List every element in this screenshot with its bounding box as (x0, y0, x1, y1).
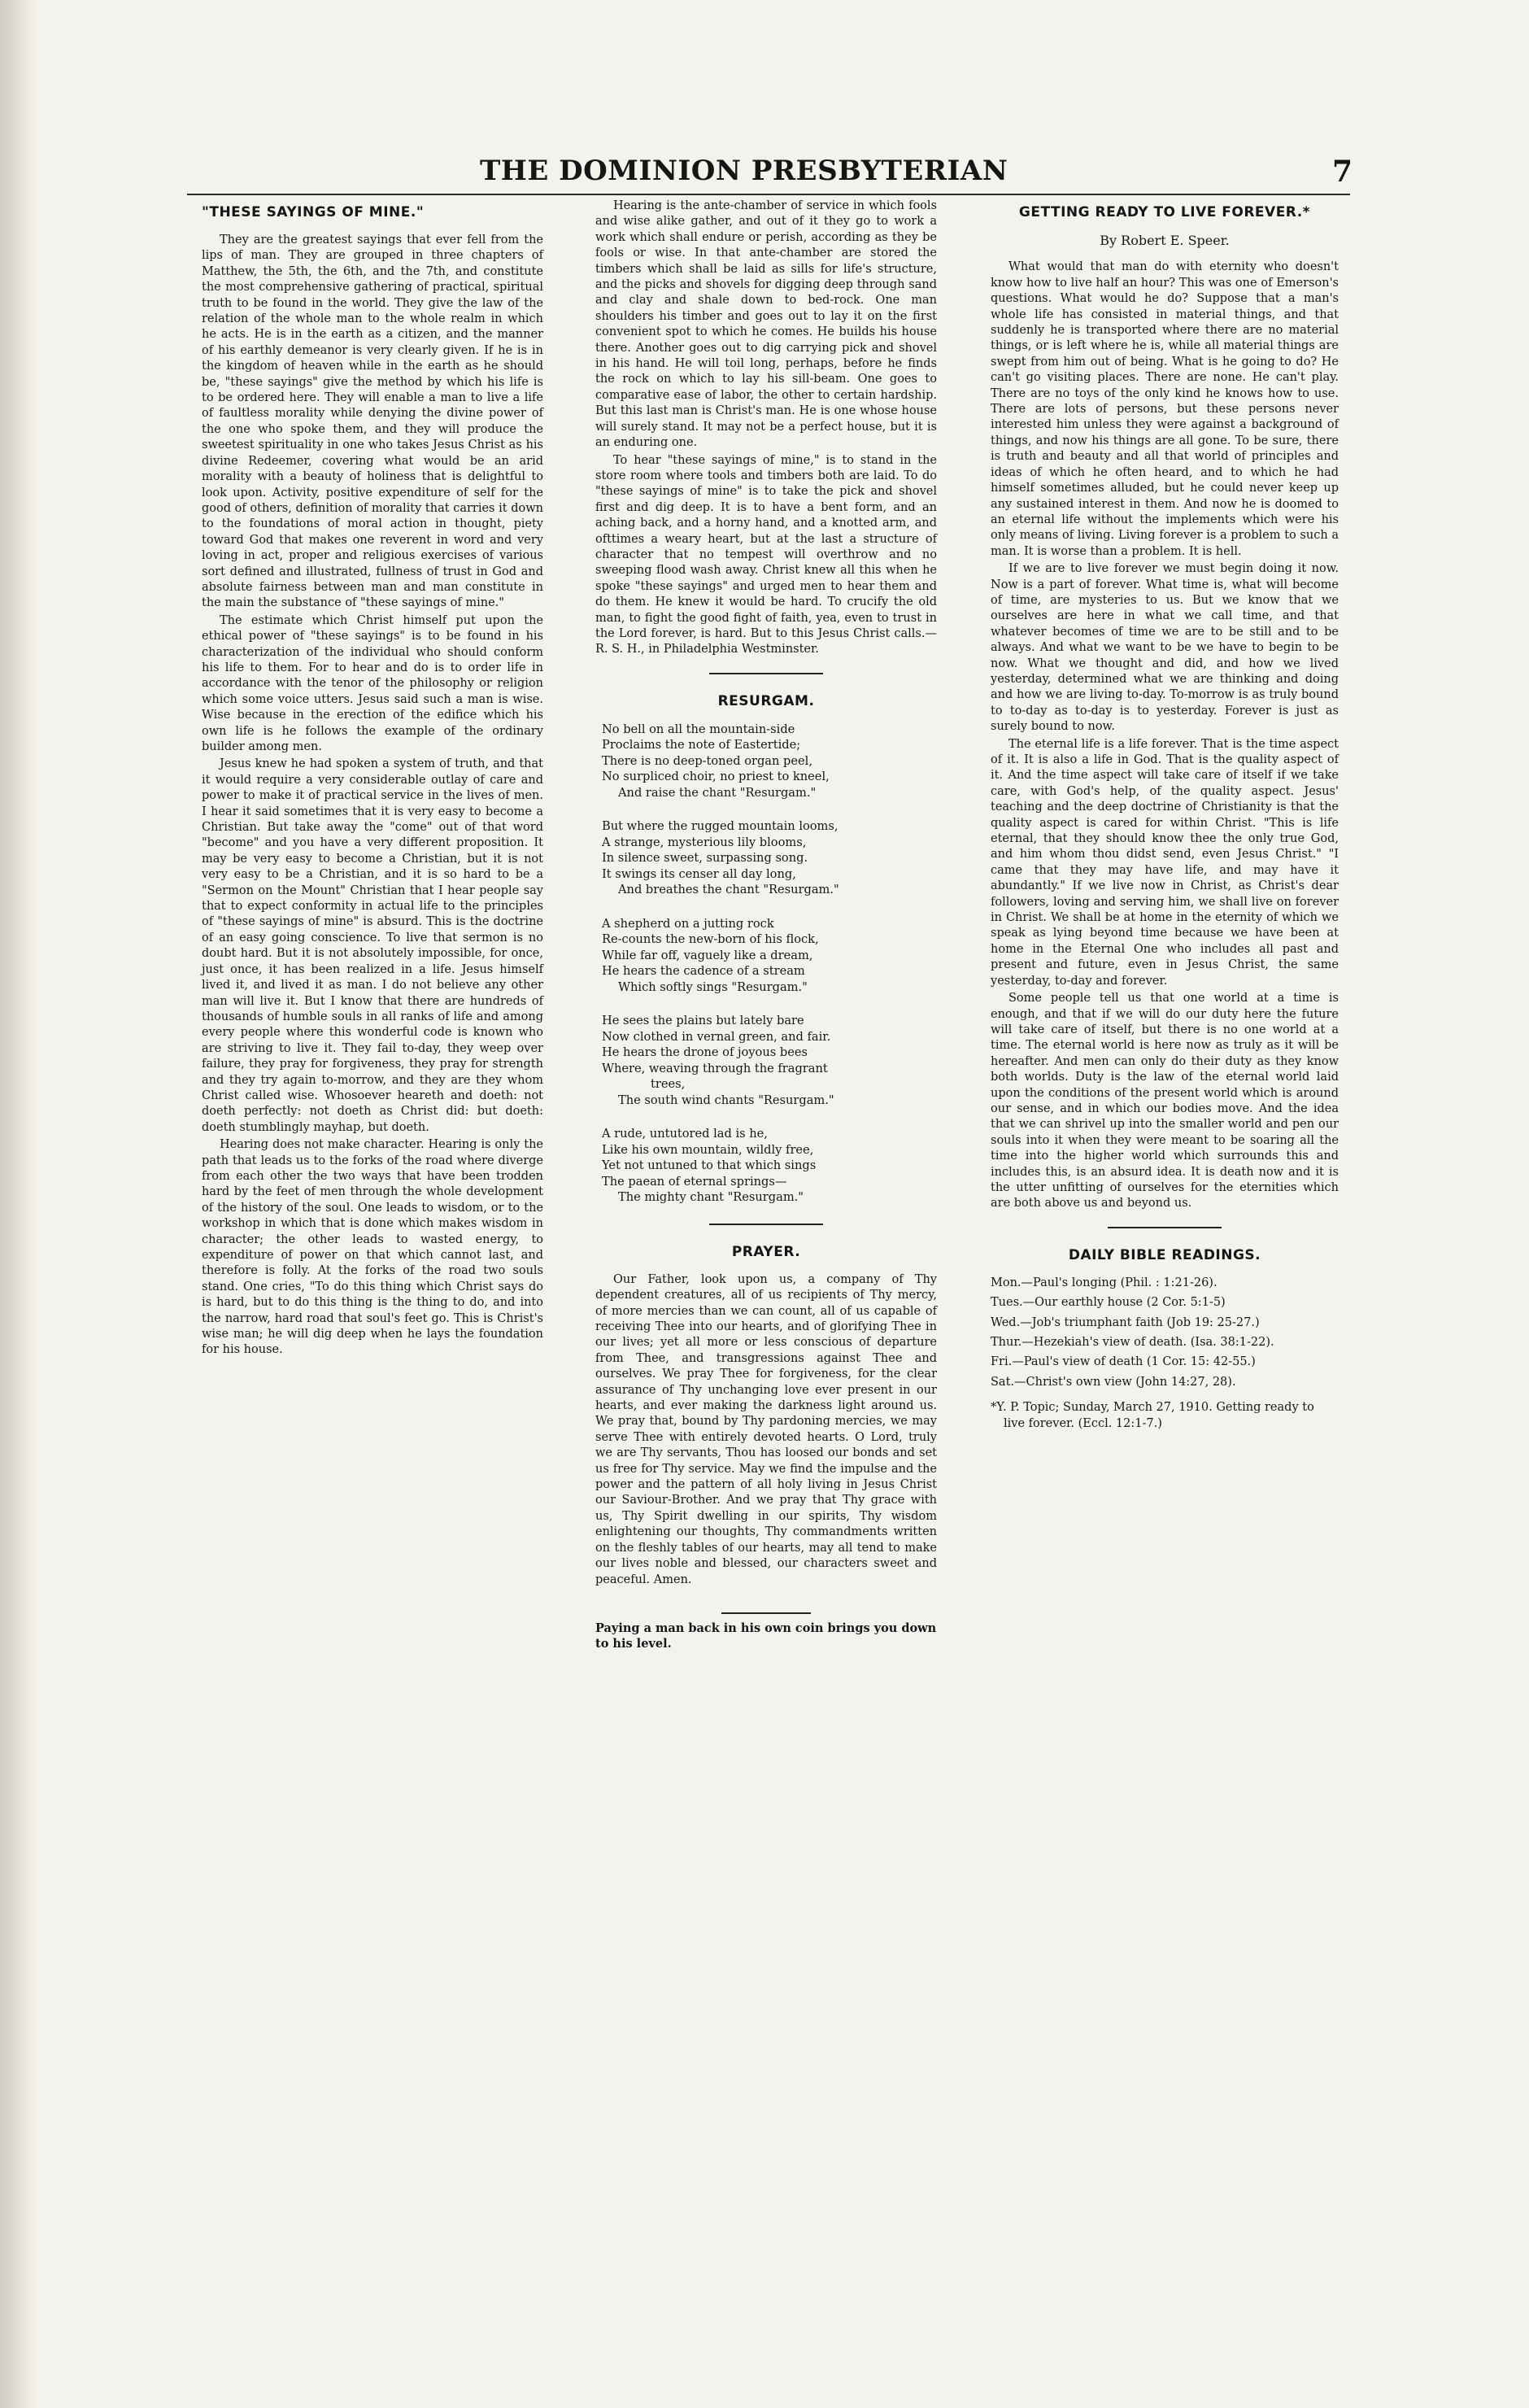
sayings-heading: "THESE SAYINGS OF MINE." (202, 204, 425, 220)
poem-stanza (602, 818, 937, 898)
poem-line: He hears the cadence of a stream (602, 964, 805, 979)
masthead (0, 155, 1529, 194)
poem-line: Yet not untuned to that which sings (602, 1158, 817, 1173)
poem-refrain: Which softly sings "Resurgam." (618, 979, 808, 994)
poem-line: But where the rugged mountain looms, (602, 819, 839, 834)
poem-refrain: And raise the chant "Resurgam." (618, 785, 817, 800)
column-3 (991, 198, 1339, 1432)
prayer-text: Our Father, look upon us, a company of Thy dependent creatures, all of us recipients of Thy mercy, of more mercies than we can count, all of us capable of receiving Thee into our hearts, and of glorifying Thee in our lives; yet all more or less conscious of departure from Thee, and transgressions against Thee and ourselves. We pray Thee for forgiveness, for the clear assurance of Thy unchanging love ever present in our hearts, and ever making the darkness light around us. We pray that, bound by Thy pardoning mercies, we may serve Thee with entirely devoted hearts. O Lord, truly we are Thy servants, Thou has loosed our bonds and set us free for Thy service. May we find the impulse and the power and the pattern of all holy living in Jesus Christ our Saviour-Brother. And we pray that Thy grace with us, Thy Spirit dwelling in our spirits, Thy wisdom enlightening our thoughts, Thy commandments written on the fleshly tables of our hearts, may all tend to make our lives noble and blessed, our characters sweet and peaceful. Amen. (595, 1272, 937, 1586)
poem-line: He sees the plains but lately bare (602, 1014, 804, 1028)
poem-line: No surpliced choir, no priest to kneel, (602, 770, 830, 784)
column-1 (202, 198, 543, 1359)
poem-stanza (602, 722, 937, 801)
topic-footnote: *Y. P. Topic; Sunday, March 27, 1910. Getting ready to live forever. (Eccl. 12:1-7.) (991, 1401, 1314, 1430)
column-footer-quote: Paying a man back in his own coin brings you down to his level. (595, 1621, 937, 1651)
poem-line: Like his own mountain, wildly free, (602, 1142, 814, 1157)
poem-refrain: And breathes the chant "Resurgam." (618, 883, 839, 897)
page-number: 7 (1332, 155, 1353, 189)
ready-paragraph: If we are to live forever we must begin doing it now. Now is a part of forever. What time is, what will become of time, are mysteries to us. But we know that we ourselves are here in what we call time, and that whatever becomes of time we are to be still and to be always. And what we want to be we have to begin to be now. What we thought and did, and how we lived yesterday, determined what we are thinking and doing and how we are living to-day. To-morrow is as truly bound to to-day as to-day is to yesterday. Forever is just as surely bound to now. (991, 562, 1339, 734)
sayings-paragraph: They are the greatest sayings that ever fell from the lips of man. They are grouped in three chapters of Matthew, the 5th, the 6th, and the 7th, and constitute the most comprehensive gathering of practical, spiritual truth to be found in the world. They give the law of the relation of the whole man to the whole realm in which he acts. He is in the earth as a citizen, and the manner of his earthly demeanor is very clearly given. If he is in the kingdom of heaven while in the earth as he should be, "these sayings" give the method by which his life is to be ordered here. They will enable a man to live a life of faultless morality while denying the divine power of the one who spoke them, and they will produce the sweetest spirituality in one who takes Jesus Christ as his divine Redeemer, covering what would be an arid morality with a beauty of holiness that is delightful to look upon. Activity, positive expenditure of self for the good of others, definition of morality that carries it down to the foundations of moral action in thought, piety toward God that makes one reverent in word and very loving in act, proper and religious exercises of various sort defined and illustrated, fullness of trust in God and absolute fairness between man and man constitute in the main the substance of "these sayings of mine." (202, 233, 543, 610)
ready-byline: By Robert E. Speer. (1100, 233, 1230, 248)
poem-refrain: The south wind chants "Resurgam." (618, 1093, 834, 1107)
poem-line: A strange, mysterious lily blooms, (602, 835, 807, 849)
readings-heading: DAILY BIBLE READINGS. (1068, 1246, 1261, 1263)
poem-line: He hears the drone of joyous bees (602, 1045, 808, 1060)
reading-item: Tues.—Our earthly house (2 Cor. 5:1-5) (991, 1296, 1226, 1310)
sayings-paragraph: Hearing is the ante-chamber of service in which fools and wise alike gather, and out of it they go to work a work which shall endure or perish, according as they be fools or wise. In that ante-chamber are stored the timbers which shall be laid as sills for life's structure, and the picks and shovels for digging deep through sand and clay and shale down to bed-rock. One man shoulders his timber and goes out to lay it on the first convenient spot to which he comes. He builds his house there. Another goes out to dig carrying pick and shovel in his hand. He will toil long, perhaps, before he finds the rock on which to lay his sill-beam. One goes to comparative ease of labor, the other to certain hardship. But this last man is Christ's man. He is one whose house will surely stand. It may not be a perfect house, but it is an enduring one. (595, 199, 937, 450)
reading-item: Mon.—Paul's longing (Phil. : 1:21-26). (991, 1276, 1218, 1289)
masthead-title: THE DOMINION PRESBYTERIAN (480, 155, 1008, 187)
poem-line: No bell on all the mountain-side (602, 722, 795, 736)
scan-edge (0, 0, 37, 2408)
section-rule (1108, 1227, 1222, 1228)
resurgam-heading: RESURGAM. (717, 692, 815, 709)
poem-line: Where, weaving through the fragrant (602, 1061, 828, 1075)
section-rule (721, 1612, 811, 1614)
sayings-paragraph: Hearing does not make character. Hearing is only the path that leads us to the forks of the road where diverge from each other the two ways that have been trodden hard by the feet of men through the whole development of the history of the soul. One leads to wisdom, or to the workshop in which that is done which makes wisdom in character; the other leads to wasted energy, to expenditure of power on that which cannot last, and therefore is folly. At the forks of the road two souls stand. One cries, "To do this thing which Christ says do is hard, but to do this thing is the thing to do, and into the narrow, hard road that soul's feet go. This is Christ's wise man; he will dig deep when he lays the foundation for his house. (202, 1138, 543, 1357)
prayer-heading: PRAYER. (731, 1243, 801, 1260)
poem-line: A shepherd on a jutting rock (602, 916, 774, 931)
sayings-paragraph: Jesus knew he had spoken a system of truth, and that it would require a very considerable outlay of care and power to make it of practical service in the lives of men. I hear it said sometimes that it is very easy to become a Christian. But take away the "come" out of that word "become" and you have a very different proposition. It may be very easy to become a Christian, but it is not very easy to be a Christian, and it is so hard to be a "Sermon on the Mount" Christian that I hear people say that to expect conformity in actual life to the principles of "these sayings of mine" is absurd. This is the doctrine of an easy going conscience. To live that sermon is no doubt hard. But it is not absolutely impossible, for once, just once, it has been realized in a life. Jesus himself lived it, and lived it as man. I do not believe any other man will live it. But I know that there are hundreds of thousands of humble souls in all ranks of life and among every people where this wonderful code is known who are striving to live it. They fail to-day, they weep over failure, they pray for forgiveness, they pray for strength and they try again to-morrow, and they are they whom Christ called wise. Whosoever heareth and doeth: not doeth perfectly: not doeth as Christ did: but doeth: doeth stumblingly mayhap, but doeth. (202, 757, 543, 1134)
resurgam-poem (602, 722, 937, 1206)
poem-line: It swings its censer all day long, (602, 866, 796, 881)
poem-stanza (602, 1013, 937, 1108)
poem-line: In silence sweet, surpassing song. (602, 851, 808, 866)
poem-line: Now clothed in vernal green, and fair. (602, 1029, 831, 1044)
poem-line: The paean of eternal springs— (602, 1174, 787, 1189)
poem-refrain: The mighty chant "Resurgam." (618, 1190, 804, 1205)
poem-line: Proclaims the note of Eastertide; (602, 738, 801, 752)
reading-item: Thur.—Hezekiah's view of death. (Isa. 38:1-22). (991, 1336, 1274, 1349)
section-rule (709, 673, 823, 674)
readings-list (991, 1276, 1339, 1390)
poem-line: While far off, vaguely like a dream, (602, 948, 813, 962)
ready-paragraph: The eternal life is a life forever. That is the time aspect of it. It is also a life in God. That is the quality aspect of it. And the time aspect will take care of itself if we take care, with God's help, of the quality aspect. Jesus' teaching and the deep doctrine of Christianity is that the quality aspect is cared for within Christ. "This is life eternal, that they should know thee the only true God, and him whom thou didst send, even Jesus Christ." "I came that they may have life, and may have it abundantly." If we live now in Christ, as Christ's dear followers, loving and serving him, we shall live on forever in Christ. We shall be at home in the eternity of which we speak as lying beyond time because we have been at home in the Eternal One who includes all past and present and future, even in Jesus Christ, the same yesterday, to-day and forever. (991, 737, 1339, 988)
ready-heading: GETTING READY TO LIVE FOREVER.* (1018, 204, 1311, 220)
poem-stanza (602, 1126, 937, 1206)
poem-line: trees, (651, 1077, 686, 1092)
poem-line: A rude, untutored lad is he, (602, 1127, 768, 1141)
reading-item: Wed.—Job's triumphant faith (Job 19: 25-27.) (991, 1315, 1260, 1329)
poem-line: Re-counts the new-born of his flock, (602, 932, 819, 947)
masthead-rule (187, 194, 1350, 195)
column-2 (595, 198, 937, 1652)
poem-line: There is no deep-toned organ peel, (602, 753, 812, 768)
poem-stanza (602, 916, 937, 996)
sayings-paragraph: To hear "these sayings of mine," is to stand in the store room where tools and timbers both are laid. To do "these sayings of mine" is to take the pick and shovel first and dig deep. It is to have a bent form, and an aching back, and a horny hand, and a knotted arm, and ofttimes a weary heart, but at the last a structure of character that no tempest will overthrow and no sweeping flood wash away. Christ knew all this when he spoke "these sayings" and urged men to hear them and do them. He knew it would be hard. To crucify the old man, to fight the good fight of faith, yea, even to trust in the Lord forever, is hard. But to this Jesus Christ calls.—R. S. H., in Philadelphia Westminster. (595, 453, 937, 657)
ready-paragraph: What would that man do with eternity who doesn't know how to live half an hour? This was one of Emerson's questions. What would he do? Suppose that a man's whole life has consisted in material things, and that suddenly he is transported where there are no material things, or is left where he is, while all material things are swept from him out of being. What is he going to do? He can't go visiting places. There are none. He can't play. There are no toys of the only kind he knows how to use. There are lots of persons, but these persons never interested him unless they were against a background of things, and now his things are all gone. To be sure, there is truth and beauty and all that world of principles and ideas of which he often heard, and to which he had himself sometimes alluded, but he could never keep up any sustained interest in them. And now he is doomed to an eternal life without the implements which were his only means of living. Living forever is a problem to such a man. It is worse than a problem. It is hell. (991, 260, 1339, 558)
reading-item: Sat.—Christ's own view (John 14:27, 28). (991, 1375, 1236, 1389)
sayings-paragraph: The estimate which Christ himself put upon the ethical power of "these sayings" is to be found in his characterization of the individual who should conform his life to them. For to hear and do is to order life in accordance with the tenor of the philosophy or religion which some voice utters. Jesus said such a man is wise. Wise because in the erection of the edifice which his own life is he follows the example of the ordinary builder among men. (202, 613, 543, 753)
ready-paragraph: Some people tell us that one world at a time is enough, and that if we will do our duty here the future will take care of itself, but there is no one world at a time. The eternal world is here now as truly as it will be hereafter. And men can only do their duty as they know both worlds. Duty is the law of the eternal world laid upon the conditions of the present world which is around our sense, and in which our bodies move. And the idea that we can shrivel up into the smaller world and pen our souls into it when they were meant to be soaring all the time into the higher world which surrounds this and includes this, is an absurd idea. It is death now and it is the utter unfitting of ourselves for the eternities which are both above us and beyond us. (991, 992, 1339, 1211)
section-rule (709, 1224, 823, 1225)
reading-item: Fri.—Paul's view of death (1 Cor. 15: 42-55.) (991, 1355, 1256, 1369)
